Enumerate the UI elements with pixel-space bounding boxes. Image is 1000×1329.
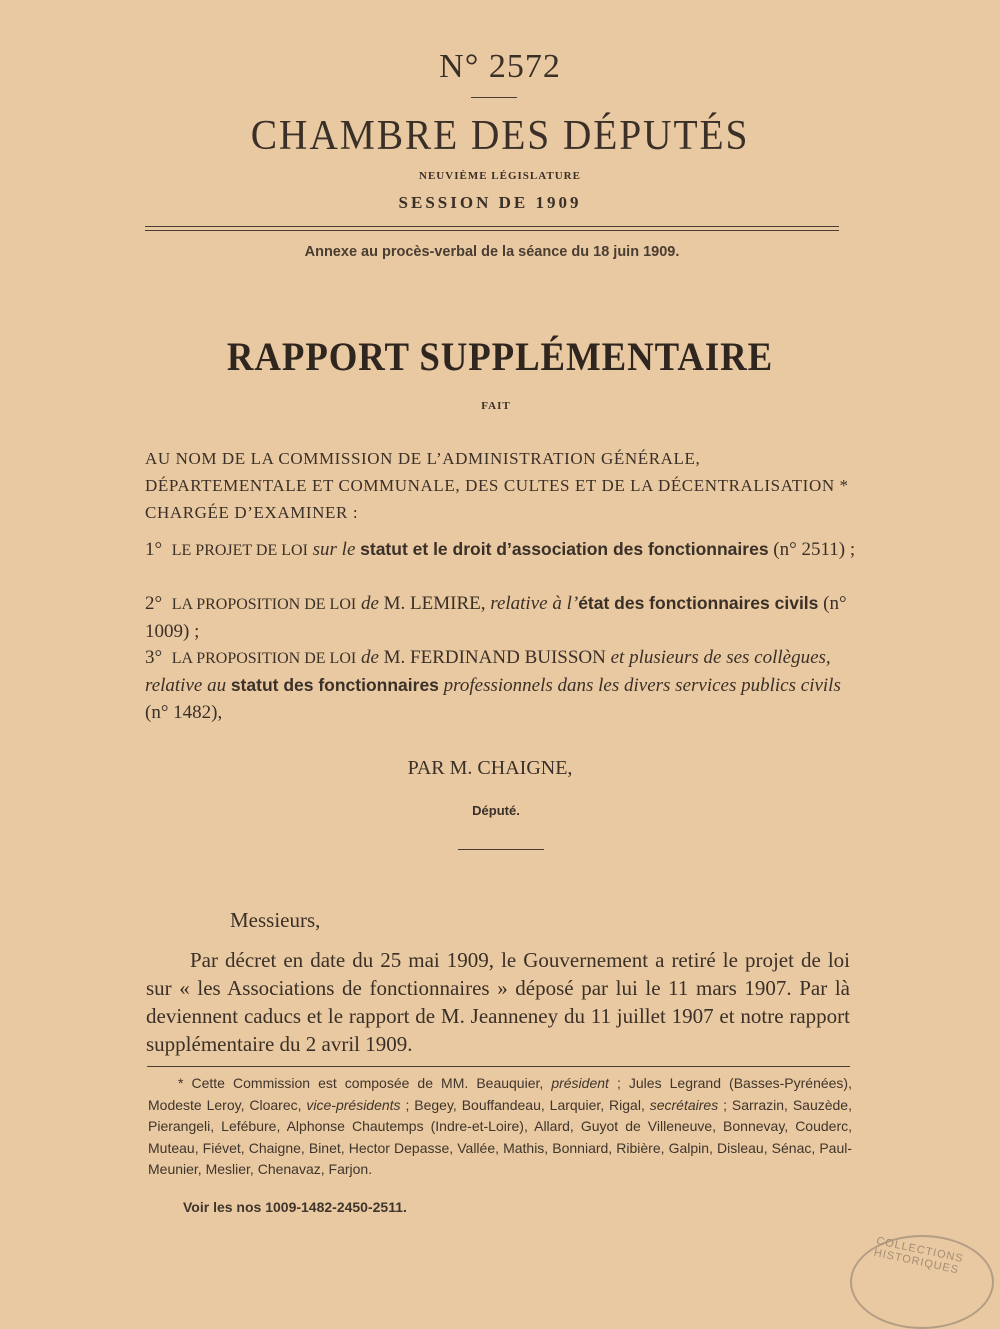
list-item: 3° LA PROPOSITION DE LOI de M. FERDINAND BUISSON et plusieurs de ses collègues, relative au statut des fonctionnaires professionnels dans les divers services publics civils (n° 1482),: [145, 647, 841, 723]
session-label: SESSION DE 1909: [398, 193, 582, 212]
annex-line: Annexe au procès-verbal de la séance du 18 juin 1909.: [304, 244, 680, 260]
fait-label: FAIT: [481, 400, 511, 412]
salutation: Messieurs,: [230, 908, 321, 932]
separator-rule: [458, 849, 544, 850]
list-item: 2° LA PROPOSITION DE LOI de M. LEMIRE, relative à l’état des fonctionnaires civils (n° 1009) ;: [145, 593, 847, 642]
stamp-text: COLLECTIONS HISTORIQUES: [872, 1234, 965, 1277]
list-item: 1° LE PROJET DE LOI sur le statut et le droit d’association des fonctionnaires (n° 2511) ;: [145, 539, 856, 560]
reference-note: Voir les nos 1009-1482-2450-2511.: [183, 1199, 407, 1215]
report-title: RAPPORT SUPPLÉMENTAIRE: [226, 334, 774, 379]
legislature-label: NEUVIÈME LÉGISLATURE: [419, 170, 581, 182]
double-rule: [145, 226, 839, 231]
body-paragraph: Par décret en date du 25 mai 1909, le Gouvernement a retiré le projet de loi sur « les Associations de fonctionnaires » déposé par lui le 11 mars 1907. Par là deviennent caducs et le rapport de M. Jeanneney du 11 juillet 1907 et notre rapport supplémentaire du 2 avril 1909.: [146, 948, 850, 1056]
author-title: Député.: [472, 803, 520, 818]
footnote: * Cette Commission est composée de MM. Beauquier, président ; Jules Legrand (Basses-Pyrénées), Modeste Leroy, Cloarec, vice-présidents ; Begey, Bouffandeau, Larquier, Rigal, secrétaires ; Sarrazin, Sauzède, Pierangeli, Lefébure, Alphonse Chautemps (Indre-et-Loire), Allard, Guyot de Villeneuve, Bonnevay, Couderc, Muteau, Fiévet, Chaigne, Binet, Hector Depasse, Vallée, Mathis, Bonniard, Ribière, Galpin, Disleau, Sénac, Paul-Meunier, Meslier, Chenavaz, Farjon.: [148, 1075, 852, 1177]
chamber-title: CHAMBRE DES DÉPUTÉS: [250, 113, 750, 159]
separator-rule: [471, 97, 517, 98]
commission-heading: AU NOM DE LA COMMISSION DE L’ADMINISTRATION GÉNÉRALE, DÉPARTEMENTALE ET COMMUNALE, DES CULTES ET DE LA DÉCENTRALISATION * CHARGÉE D’EXAMINER :: [145, 449, 849, 522]
library-stamp: [850, 1235, 994, 1329]
footnote-rule: [147, 1066, 850, 1067]
author-line: PAR M. CHAIGNE,: [407, 757, 573, 779]
document-number: N° 2572: [439, 48, 561, 85]
